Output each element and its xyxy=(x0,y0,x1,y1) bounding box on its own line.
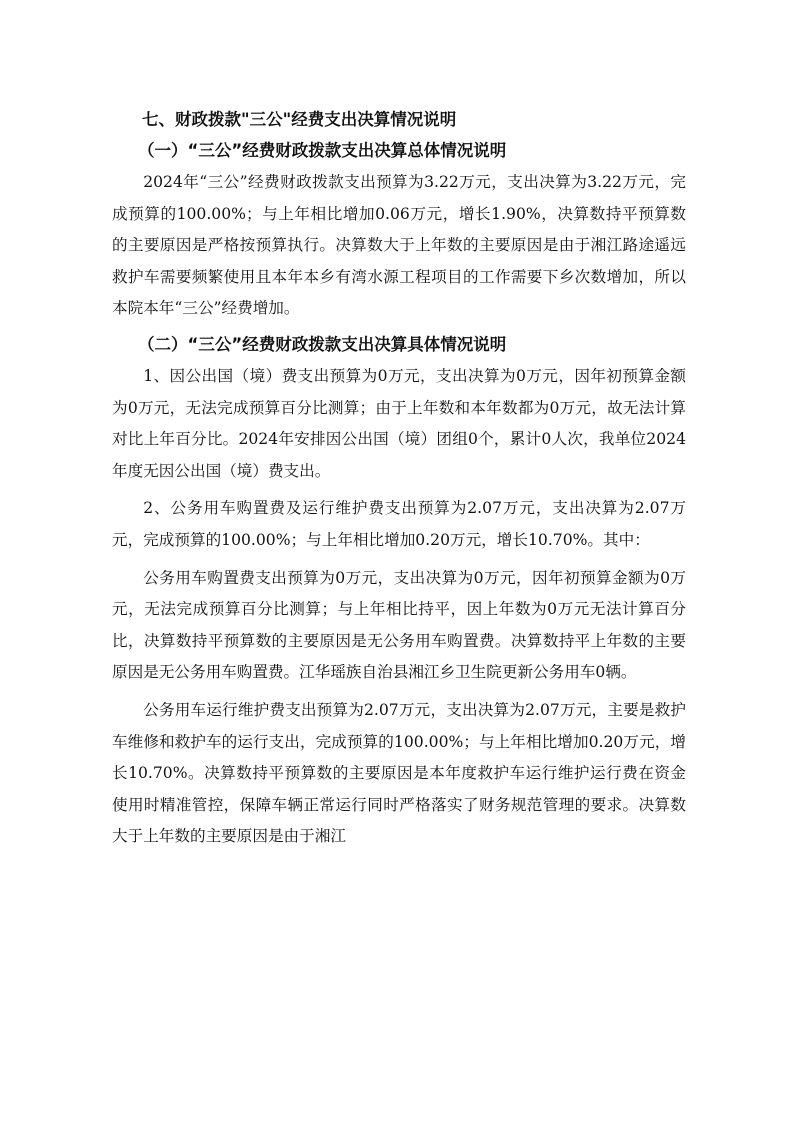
item-2-paragraph: 2、公务用车购置费及运行维护费支出预算为2.07万元，支出决算为2.07万元，完成预算的100.00%；与上年相比增加0.20万元，增长10.70%。其中： xyxy=(112,499,686,549)
operation-paragraph: 公务用车运行维护费支出预算为2.07万元，支出决算为2.07万元，主要是救护车维修和救护车的运行支出，完成预算的100.00%；与上年相比增加0.20万元，增长10.70%。决算数持平预算数的主要原因是本年度救护车运行维护运行费在资金使用时精准管控，保障车辆正常运行同时严格落实了财务规范管理的要求。决算数大于上年数的主要原因是由于湘江 xyxy=(112,700,686,846)
document-body xyxy=(112,106,686,856)
section-1-title: （一）“三公”经费财政拨款支出决算总体情况说明 xyxy=(138,141,507,160)
purchase-paragraph: 公务用车购置费支出预算为0万元，支出决算为0万元，因年初预算金额为0万元，无法完成预算百分比测算；与上年相比持平，因上年数为0万元无法计算百分比，决算数持平预算数的主要原因是无公务用车购置费。决算数持平上年数的主要原因是无公务用车购置费。江华瑶族自治县湘江乡卫生院更新公务用车0辆。 xyxy=(112,568,686,682)
main-heading: 七、财政拨款"三公"经费支出决算情况说明 xyxy=(142,110,457,129)
item-1-paragraph: 1、因公出国（境）费支出预算为0万元，支出决算为0万元，因年初预算金额为0万元，无法完成预算百分比测算；由于上年数和本年数都为0万元，故无法计算对比上年百分比。2024年安排因公出国（境）团组0个，累计0人次，我单位2024年度无因公出国（境）费支出。 xyxy=(112,366,686,480)
section-1-paragraph: 2024年“三公”经费财政拨款支出预算为3.22万元，支出决算为3.22万元，完成预算的100.00%；与上年相比增加0.06万元，增长1.90%，决算数持平预算数的主要原因是严格按预算执行。决算数大于上年数的主要原因是由于湘江路途遥远救护车需要频繁使用且本年本乡有湾水源工程项目的工作需要下乡次数增加，所以本院本年“三公”经费增加。 xyxy=(112,173,686,318)
section-2-title: （二）“三公”经费财政拨款支出决算具体情况说明 xyxy=(138,334,507,354)
